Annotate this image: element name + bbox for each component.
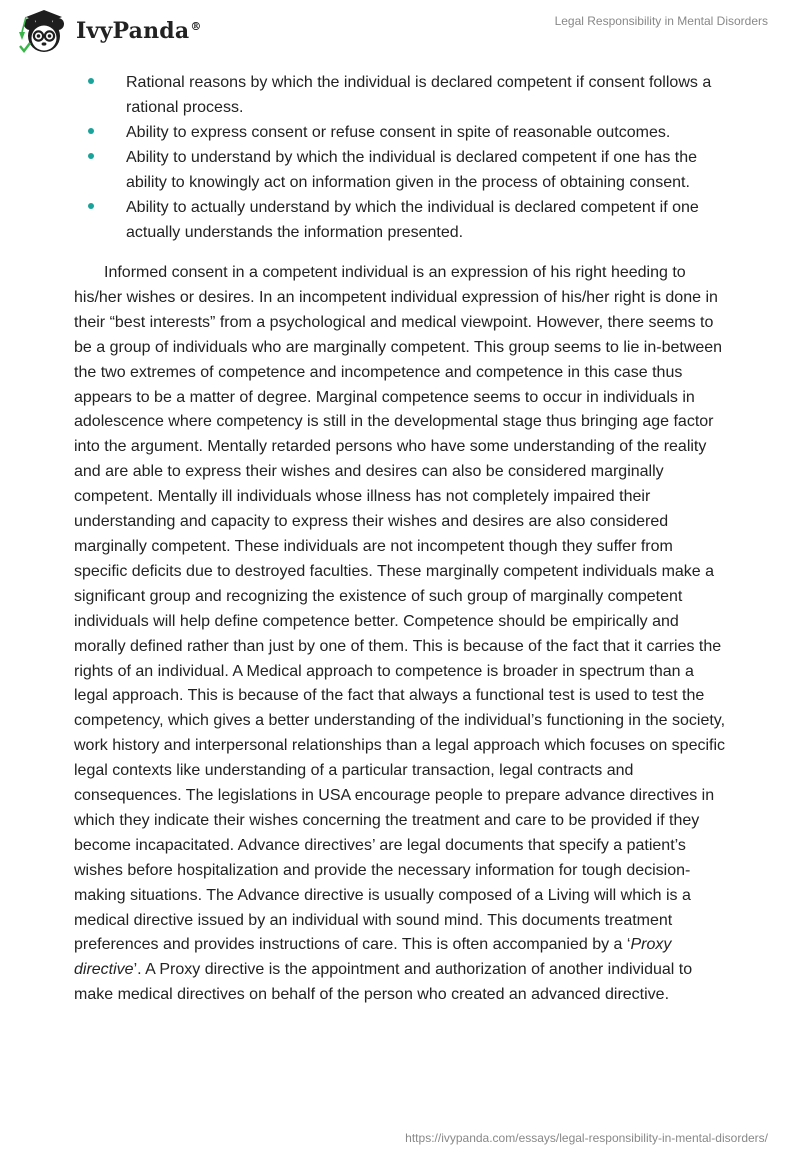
list-item-text: Ability to express consent or refuse consent in spite of reasonable outcomes. <box>126 124 671 141</box>
bullet-icon <box>88 203 94 209</box>
list-item <box>88 195 738 245</box>
page-header <box>0 0 800 60</box>
document-title: Legal Responsibility in Mental Disorders <box>554 14 768 28</box>
source-url[interactable]: https://ivypanda.com/essays/legal-responsibility-in-mental-disorders/ <box>405 1131 768 1145</box>
list-item-text: Ability to actually understand by which the individual is declared competent if one actually understands the information presented. <box>126 199 699 241</box>
list-item <box>88 145 738 195</box>
list-item-text: Ability to understand by which the individual is declared competent if one has the ability to knowingly act on information given in the process of obtaining consent. <box>126 149 698 191</box>
bullet-icon <box>88 153 94 159</box>
paragraph-text-start: Informed consent in a competent individual is an expression of his right heeding to his/her wishes or desires. In an incompetent individual expression of his/her right is done in their “best interests” from a psychological and medical viewpoint. However, there seems to be a group of individuals who are marginally competent. This group seems to lie in-between the two extremes of competence and incompetence and competence in this case thus appears to be a matter of degree. Marginal competence seems to occur in individuals in adolescence where competency is still in the developmental stage thus bringing age factor into the argument. Mentally retarded persons who have some understanding of the reality and are able to express their wishes and desires can also be considered marginally competent. Mentally ill individuals whose illness has not completely impaired their understanding and capacity to express their wishes and desires are also considered marginally competent. These individuals are not incompetent though they suffer from specific deficits due to destroyed faculties. These marginally competent individuals make a significant group and recognizing the existence of such group of marginally competent individuals will help define competence better. Competence should be empirically and morally defined rather than just by one of them. This is because of the fact that it carries the rights of an individual. A Medical approach to competence is broader in spectrum than a legal approach. This is because of the fact that always a functional test is used to test the competency, which gives a better understanding of the individual’s functioning in the society, work history and interpersonal relationships than a legal approach which focuses on specific legal contexts like understanding of a particular transaction, legal contracts and consequences. The legislations in USA encourage people to prepare advance directives in which they indicate their wishes concerning the treatment and care to be provided if they become incapacitated. Advance directives’ are legal documents that specify a patient’s wishes before hospitalization and provide the necessary information for tough decision-making situations. The Advance directive is usually composed of a Living will which is a medical directive issued by an individual with sound mind. This documents treatment preferences and provides instructions of care. This is often accompanied by a ‘ <box>74 264 726 954</box>
list-item <box>88 120 738 145</box>
bullet-icon <box>88 128 94 134</box>
panda-graduate-icon <box>16 6 72 56</box>
body-paragraph <box>74 261 726 1008</box>
list-item-text: Rational reasons by which the individual is declared competent if consent follows a rational process. <box>126 74 712 116</box>
registered-mark: ® <box>190 19 202 33</box>
criteria-list <box>88 70 738 245</box>
list-item <box>88 70 738 120</box>
brand-name <box>76 18 202 44</box>
paragraph-text-end: ’. A Proxy directive is the appointment and authorization of another individual to make medical directives on behalf of the person who created an advanced directive. <box>74 961 693 1004</box>
bullet-icon <box>88 78 94 84</box>
brand-name-text: IvyPanda <box>76 18 190 44</box>
brand-logo[interactable] <box>16 6 202 56</box>
proxy-directive-emphasis: Proxy directive <box>74 936 672 979</box>
